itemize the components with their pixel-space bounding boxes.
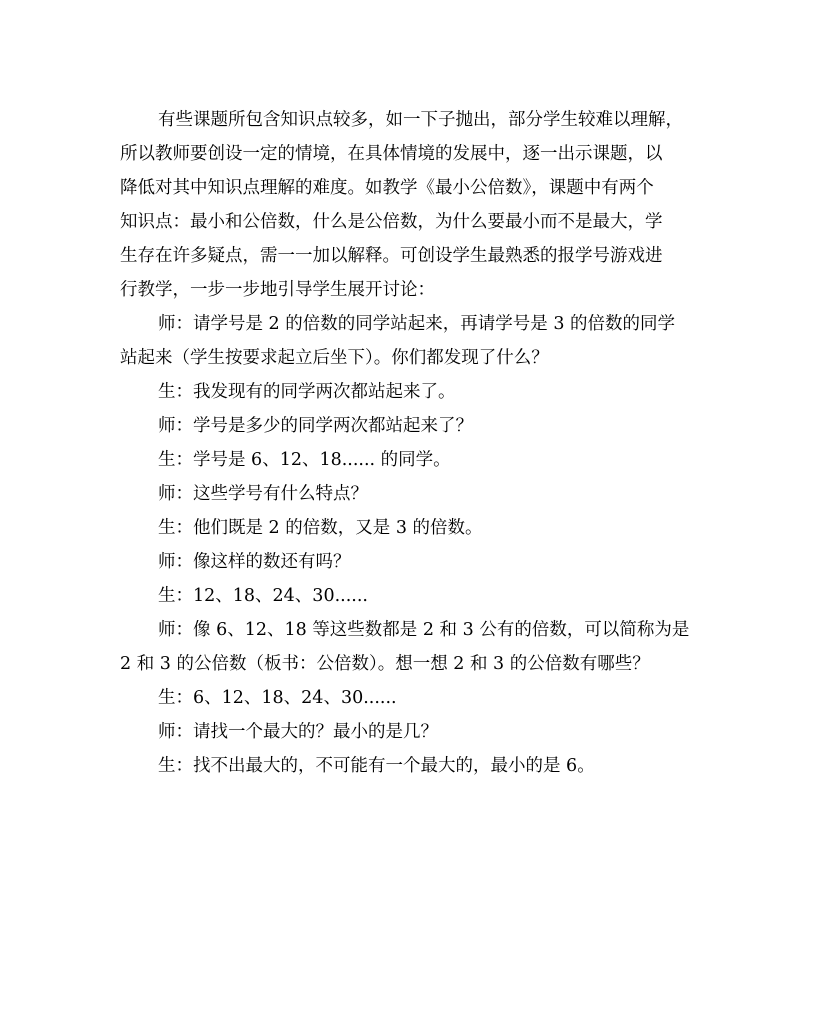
dialogue-teacher-3 xyxy=(120,477,698,511)
dialogue-student-1 xyxy=(120,375,698,409)
paragraph-line: 行教学，一步一步地引导学生展开讨论： xyxy=(120,280,435,300)
dialogue-line: 生：12、18、24、30...... xyxy=(158,586,368,606)
dialogue-student-2 xyxy=(120,443,698,477)
dialogue-student-5 xyxy=(120,681,698,715)
dialogue-line: 师：像这样的数还有吗？ xyxy=(158,552,351,572)
dialogue-student-4 xyxy=(120,579,698,613)
paragraph-line: 所以教师要创设一定的情境，在具体情境的发展中，逐一出示课题，以 xyxy=(120,144,663,164)
dialogue-line: 师：请找一个最大的？最小的是几？ xyxy=(158,722,438,742)
paragraph-line: 知识点：最小和公倍数，什么是公倍数，为什么要最小而不是最大，学 xyxy=(120,212,663,232)
dialogue-teacher-5 xyxy=(120,613,698,681)
paragraph-line: 有些课题所包含知识点较多，如一下子抛出，部分学生较难以理解， xyxy=(158,110,683,130)
dialogue-line: 生：找不出最大的，不可能有一个最大的，最小的是 6。 xyxy=(158,756,595,776)
paragraph-line: 降低对其中知识点理解的难度。如教学《最小公倍数》，课题中有两个 xyxy=(120,178,654,198)
dialogue-teacher-2 xyxy=(120,409,698,443)
dialogue-line: 师：这些学号有什么特点？ xyxy=(158,484,368,504)
dialogue-student-3 xyxy=(120,511,698,545)
dialogue-line: 生：我发现有的同学两次都站起来了。 xyxy=(158,382,456,402)
dialogue-teacher-1 xyxy=(120,307,698,375)
dialogue-line: 师：像 6、12、18 等这些数都是 2 和 3 公有的倍数，可以简称为是 xyxy=(158,620,690,640)
dialogue-line: 师：学号是多少的同学两次都站起来了？ xyxy=(158,416,473,436)
dialogue-line: 生：学号是 6、12、18...... 的同学。 xyxy=(158,450,451,470)
dialogue-line: 生：6、12、18、24、30...... xyxy=(158,688,397,708)
document-body xyxy=(120,103,698,783)
paragraph-line: 生存在许多疑点，需一一加以解释。可创设学生最熟悉的报学号游戏进 xyxy=(120,246,663,266)
dialogue-line: 师：请学号是 2 的倍数的同学站起来，再请学号是 3 的倍数的同学 xyxy=(158,314,676,334)
dialogue-teacher-6 xyxy=(120,715,698,749)
dialogue-line: 2 和 3 的公倍数（板书：公倍数）。想一想 2 和 3 的公倍数有哪些？ xyxy=(120,654,650,674)
dialogue-student-6 xyxy=(120,749,698,783)
dialogue-line: 生：他们既是 2 的倍数，又是 3 的倍数。 xyxy=(158,518,483,538)
intro-paragraph xyxy=(120,103,698,307)
dialogue-line: 站起来（学生按要求起立后坐下）。你们都发现了什么？ xyxy=(120,348,549,368)
dialogue-teacher-4 xyxy=(120,545,698,579)
